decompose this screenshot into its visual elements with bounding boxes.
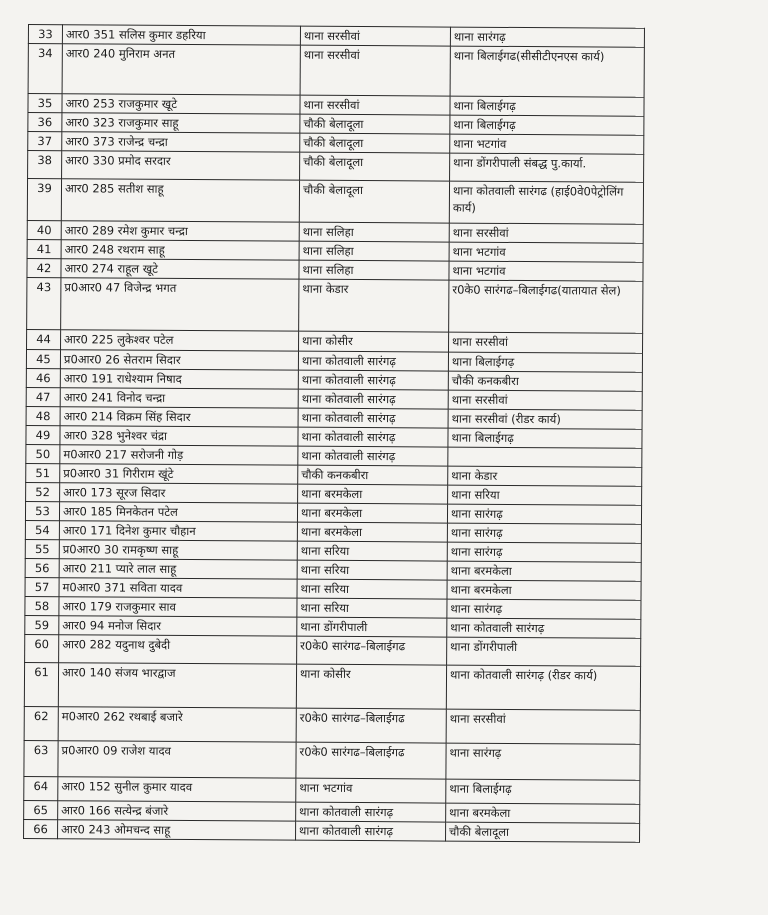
cell-employee-name: म0आर0 217 सरोजनी गोड़ bbox=[60, 445, 298, 465]
cell-serial-number: 64 bbox=[24, 776, 58, 800]
cell-serial-number: 57 bbox=[25, 577, 59, 596]
cell-employee-name: आर0 282 यदुनाथ दुबेदी bbox=[59, 635, 297, 664]
cell-employee-name: आर0 330 प्रमोद सरदार bbox=[62, 151, 300, 180]
cell-from-posting: थाना कोसीर bbox=[296, 664, 446, 709]
cell-serial-number: 36 bbox=[28, 113, 62, 132]
cell-to-posting bbox=[448, 447, 642, 467]
cell-from-posting: थाना कोतवाली सारंगढ़ bbox=[298, 389, 448, 409]
cell-serial-number: 34 bbox=[28, 44, 62, 94]
cell-serial-number: 46 bbox=[26, 368, 60, 387]
cell-to-posting: थाना सरसीवां bbox=[449, 332, 643, 353]
cell-serial-number: 38 bbox=[28, 151, 62, 179]
table-row bbox=[24, 706, 640, 744]
cell-to-posting: चौकी कनकबीरा bbox=[448, 371, 642, 391]
cell-to-posting: थाना सारंगढ़ bbox=[446, 743, 640, 780]
cell-to-posting: थाना सारंगढ़ bbox=[447, 599, 641, 619]
cell-from-posting: थाना डोंगरीपाली bbox=[297, 617, 447, 637]
table-row bbox=[24, 662, 640, 710]
cell-to-posting: थाना सरसीवां bbox=[449, 223, 643, 243]
cell-serial-number: 48 bbox=[26, 406, 60, 425]
cell-serial-number: 63 bbox=[24, 740, 58, 776]
cell-to-posting: थाना बिलाईगढ़ bbox=[448, 352, 642, 372]
transfer-table bbox=[23, 24, 645, 843]
cell-from-posting: थाना कोतवाली सारंगढ़ bbox=[296, 821, 446, 841]
cell-from-posting: चौकी बेलादूला bbox=[300, 152, 450, 181]
cell-to-posting: थाना बिलाईगढ़ bbox=[448, 428, 642, 448]
cell-employee-name: आर0 171 दिनेश कुमार चौहान bbox=[59, 521, 297, 541]
cell-serial-number: 59 bbox=[25, 615, 59, 634]
cell-employee-name: आर0 152 सुनील कुमार यादव bbox=[58, 777, 296, 802]
cell-from-posting: चौकी कनकबीरा bbox=[298, 465, 448, 485]
cell-employee-name: आर0 179 राजकुमार साव bbox=[59, 597, 297, 617]
cell-from-posting: थाना बरमकेला bbox=[297, 503, 447, 523]
cell-to-posting: थाना कोतवाली सारंगढ़ bbox=[447, 618, 641, 638]
cell-employee-name: आर0 211 प्यारे लाल साहू bbox=[59, 559, 297, 579]
cell-to-posting: थाना सारंगढ़ bbox=[447, 523, 641, 543]
cell-employee-name: आर0 140 संजय भारद्वाज bbox=[58, 663, 296, 708]
cell-serial-number: 33 bbox=[28, 25, 62, 44]
cell-employee-name: प्र0आर0 47 विजेन्द्र भगत bbox=[61, 278, 299, 331]
cell-from-posting: थाना भटगांव bbox=[296, 778, 446, 803]
cell-to-posting: थाना भटगांव bbox=[449, 242, 643, 262]
cell-employee-name: आर0 241 विनोद चन्द्रा bbox=[60, 388, 298, 408]
cell-employee-name: आर0 351 सलिस कुमार डहरिया bbox=[62, 25, 300, 45]
table-row bbox=[27, 179, 643, 225]
cell-serial-number: 47 bbox=[26, 387, 60, 406]
cell-from-posting: थाना कोतवाली सारंगढ़ bbox=[298, 408, 448, 428]
table-row bbox=[28, 44, 644, 98]
table-row bbox=[25, 634, 641, 666]
cell-serial-number: 37 bbox=[28, 132, 62, 151]
cell-serial-number: 44 bbox=[27, 329, 61, 349]
cell-serial-number: 45 bbox=[26, 349, 60, 368]
cell-from-posting: चौकी बेलादूला bbox=[300, 114, 450, 134]
cell-employee-name: प्र0आर0 26 सेतराम सिदार bbox=[60, 350, 298, 370]
cell-to-posting: थाना केडार bbox=[448, 466, 642, 486]
cell-to-posting: थाना बरमकेला bbox=[446, 803, 640, 823]
cell-from-posting: थाना सलिहा bbox=[299, 241, 449, 261]
cell-employee-name: आर0 243 ओमचन्द साहू bbox=[58, 820, 296, 840]
cell-employee-name: आर0 240 मुनिराम अनत bbox=[62, 44, 300, 95]
cell-employee-name: आर0 274 राहूल खूटे bbox=[61, 259, 299, 279]
cell-employee-name: आर0 323 राजकुमार साहू bbox=[62, 113, 300, 133]
cell-from-posting: थाना सरसीवां bbox=[300, 95, 450, 115]
cell-from-posting: थाना कोतवाली सारंगढ़ bbox=[298, 427, 448, 447]
table-row bbox=[24, 740, 640, 780]
cell-to-posting: थाना सारंगढ़ bbox=[447, 504, 641, 524]
cell-serial-number: 41 bbox=[27, 239, 61, 258]
cell-employee-name: आर0 253 राजकुमार खूटे bbox=[62, 94, 300, 114]
cell-employee-name: आर0 166 सत्येन्द्र बंजारे bbox=[58, 801, 296, 821]
cell-from-posting: चौकी बेलादूला bbox=[300, 133, 450, 153]
cell-to-posting: थाना बिलाईगढ़ bbox=[450, 115, 644, 135]
cell-from-posting: थाना कोतवाली सारंगढ़ bbox=[298, 446, 448, 466]
cell-to-posting: थाना सरिया bbox=[448, 485, 642, 505]
cell-employee-name: म0आर0 262 रथबाई बजारे bbox=[58, 707, 296, 742]
cell-to-posting: थाना सरसीवां bbox=[448, 390, 642, 410]
cell-from-posting: थाना बरमकेला bbox=[298, 484, 448, 504]
cell-from-posting: थाना सरसीवां bbox=[300, 26, 450, 46]
cell-serial-number: 58 bbox=[25, 596, 59, 615]
cell-to-posting: थाना डोंगरीपाली संबद्ध पु.कार्या. bbox=[450, 153, 644, 182]
cell-from-posting: र0के0 सारंगढ–बिलाईगढ bbox=[296, 742, 446, 779]
cell-employee-name: आर0 289 रमेश कुमार चन्द्रा bbox=[61, 221, 299, 241]
cell-employee-name: म0आर0 371 सविता यादव bbox=[59, 578, 297, 598]
cell-to-posting: थाना बिलाईगढ़ bbox=[450, 96, 644, 116]
table-row bbox=[27, 277, 643, 333]
cell-to-posting: थाना सरसीवां (रीडर कार्य) bbox=[448, 409, 642, 429]
table-row bbox=[24, 819, 640, 842]
cell-employee-name: आर0 191 राधेश्याम निषाद bbox=[60, 369, 298, 389]
cell-to-posting: थाना बिलाईगढ़ bbox=[446, 779, 640, 804]
cell-to-posting: थाना बरमकेला bbox=[447, 561, 641, 581]
cell-serial-number: 56 bbox=[25, 558, 59, 577]
cell-from-posting: थाना कोतवाली सारंगढ़ bbox=[298, 351, 448, 371]
cell-from-posting: थाना कोतवाली सारंगढ़ bbox=[296, 802, 446, 822]
table-row bbox=[28, 151, 644, 183]
cell-employee-name: प्र0आर0 31 गिरीराम खूंटे bbox=[60, 464, 298, 484]
cell-serial-number: 42 bbox=[27, 258, 61, 277]
cell-employee-name: आर0 328 भुनेश्वर चंद्रा bbox=[60, 426, 298, 446]
cell-serial-number: 62 bbox=[24, 706, 58, 740]
cell-serial-number: 49 bbox=[26, 425, 60, 444]
cell-employee-name: आर0 373 राजेन्द्र चन्द्रा bbox=[62, 132, 300, 152]
transfer-table-body bbox=[24, 25, 645, 843]
cell-to-posting: थाना सरसीवां bbox=[446, 709, 640, 744]
cell-employee-name: आर0 185 मिनकेतन पटेल bbox=[59, 502, 297, 522]
cell-to-posting: र0के0 सारंगढ–बिलाईगढ(यातायात सेल) bbox=[449, 280, 643, 333]
cell-to-posting: थाना बिलाईगढ(सीसीटीएनएस कार्य) bbox=[450, 46, 644, 97]
cell-from-posting: चौकी बेलादूला bbox=[299, 180, 449, 223]
cell-serial-number: 66 bbox=[24, 819, 58, 838]
cell-from-posting: थाना बरमकेला bbox=[297, 522, 447, 542]
cell-employee-name: प्र0आर0 30 रामकृष्ण साहू bbox=[59, 540, 297, 560]
cell-serial-number: 61 bbox=[24, 662, 58, 706]
cell-from-posting: थाना सलिहा bbox=[299, 222, 449, 242]
cell-to-posting: थाना कोतवाली सारंगढ (हाई0वे0पेट्रोलिंग कार्य) bbox=[449, 181, 643, 224]
cell-serial-number: 50 bbox=[26, 444, 60, 463]
cell-employee-name: आर0 94 मनोज सिदार bbox=[59, 616, 297, 636]
cell-from-posting: थाना सरिया bbox=[297, 541, 447, 561]
cell-to-posting: थाना कोतवाली सारंगढ़ (रीडर कार्य) bbox=[446, 665, 640, 710]
cell-to-posting: थाना सारंगढ़ bbox=[447, 542, 641, 562]
cell-from-posting: र0के0 सारंगढ–बिलाईगढ bbox=[297, 636, 447, 665]
cell-serial-number: 39 bbox=[27, 179, 61, 221]
cell-employee-name: आर0 285 सतीश साहू bbox=[61, 179, 299, 222]
cell-to-posting: थाना बरमकेला bbox=[447, 580, 641, 600]
cell-from-posting: थाना सरसीवां bbox=[300, 45, 450, 96]
cell-serial-number: 55 bbox=[25, 539, 59, 558]
cell-from-posting: थाना केडार bbox=[299, 279, 449, 332]
cell-employee-name: आर0 248 रथराम साहू bbox=[61, 240, 299, 260]
cell-employee-name: प्र0आर0 09 राजेश यादव bbox=[58, 741, 296, 778]
cell-serial-number: 53 bbox=[25, 501, 59, 520]
cell-from-posting: र0के0 सारंगढ–बिलाईगढ bbox=[296, 708, 446, 743]
cell-to-posting: थाना सारंगढ़ bbox=[450, 27, 644, 47]
cell-serial-number: 43 bbox=[27, 277, 61, 329]
cell-serial-number: 65 bbox=[24, 800, 58, 819]
cell-serial-number: 52 bbox=[26, 482, 60, 501]
cell-serial-number: 60 bbox=[25, 634, 59, 662]
cell-to-posting: थाना डोंगरीपाली bbox=[447, 637, 641, 666]
cell-from-posting: थाना सरिया bbox=[297, 579, 447, 599]
cell-serial-number: 54 bbox=[25, 520, 59, 539]
cell-from-posting: थाना सलिहा bbox=[299, 260, 449, 280]
cell-employee-name: आर0 173 सूरज सिदार bbox=[60, 483, 298, 503]
cell-serial-number: 40 bbox=[27, 220, 61, 239]
cell-serial-number: 51 bbox=[26, 463, 60, 482]
cell-from-posting: थाना कोसीर bbox=[299, 331, 449, 352]
cell-from-posting: थाना सरिया bbox=[297, 598, 447, 618]
cell-to-posting: थाना भटगांव bbox=[449, 261, 643, 281]
cell-employee-name: आर0 214 विक्रम सिंह सिदार bbox=[60, 407, 298, 427]
cell-to-posting: थाना भटगांव bbox=[450, 134, 644, 154]
cell-from-posting: थाना कोतवाली सारंगढ़ bbox=[298, 370, 448, 390]
cell-employee-name: आर0 225 लुकेश्वर पटेल bbox=[61, 330, 299, 351]
cell-to-posting: चौकी बेलादूला bbox=[446, 822, 640, 842]
cell-from-posting: थाना सरिया bbox=[297, 560, 447, 580]
cell-serial-number: 35 bbox=[28, 94, 62, 113]
